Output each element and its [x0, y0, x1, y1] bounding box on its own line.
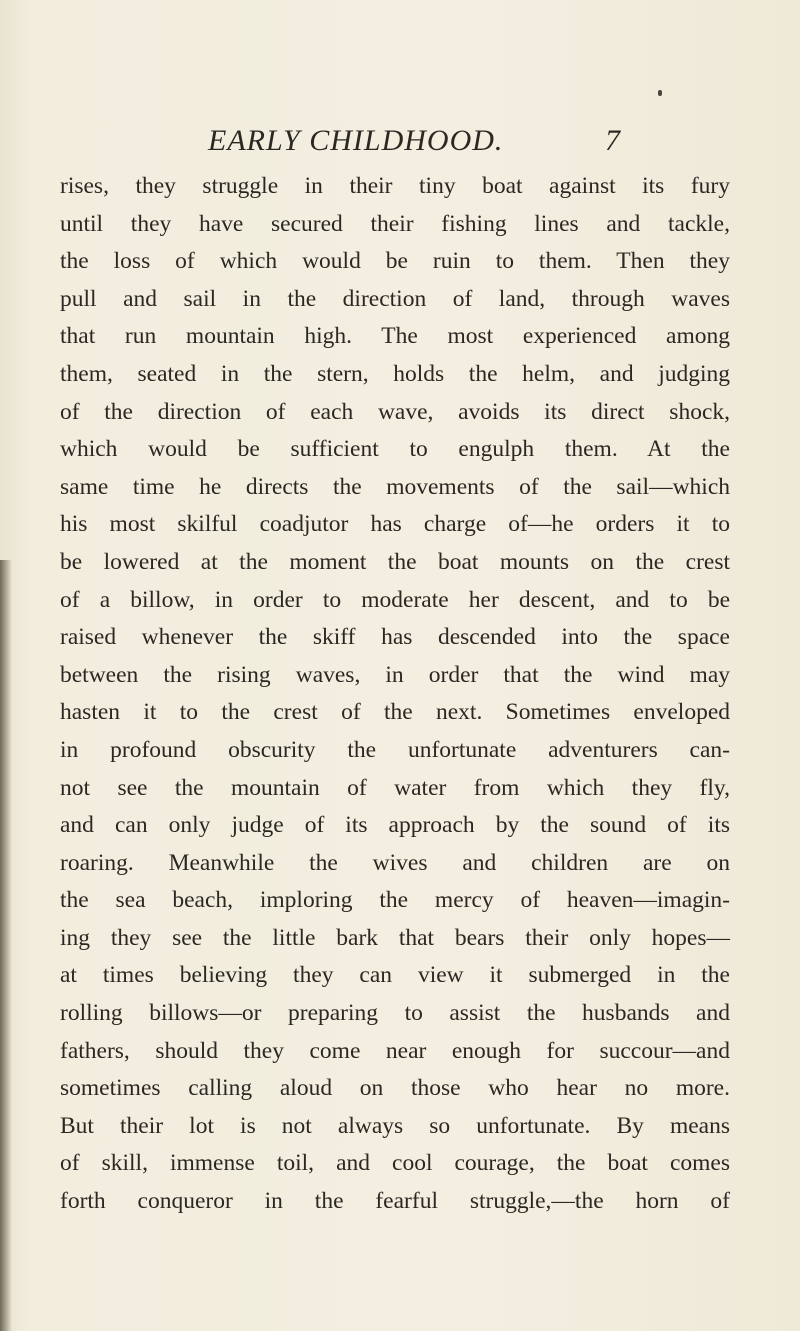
text-line: until they have secured their fishing lines and tackle,	[60, 210, 730, 237]
text-line: of skill, immense toil, and cool courage, the boat comes	[60, 1150, 730, 1177]
page-number: 7	[605, 124, 620, 157]
text-line: that run mountain high. The most experienced among	[60, 323, 730, 350]
text-line: of a billow, in order to moderate her descent, and to be	[60, 586, 730, 613]
text-line: same time he directs the movements of the sail—which	[60, 473, 730, 500]
text-line: hasten it to the crest of the next. Sometimes enveloped	[60, 699, 730, 726]
text-line: ing they see the little bark that bears their only hopes—	[60, 924, 730, 951]
text-line: sometimes calling aloud on those who hear no more.	[60, 1075, 730, 1102]
text-line: which would be sufficient to engulph them. At the	[60, 436, 730, 463]
text-line: in profound obscurity the unfortunate adventurers can-	[60, 736, 730, 763]
body-text	[60, 168, 730, 1221]
text-line: raised whenever the skiff has descended into the space	[60, 624, 730, 651]
page-header	[150, 124, 670, 164]
text-line: pull and sail in the direction of land, through waves	[60, 285, 730, 312]
text-line: rises, they struggle in their tiny boat against its fury	[60, 173, 730, 199]
text-line: roaring. Meanwhile the wives and children are on	[60, 849, 730, 876]
text-line: between the rising waves, in order that the wind may	[60, 661, 730, 688]
text-line: the loss of which would be ruin to them. Then they	[60, 248, 730, 275]
text-line: and can only judge of its approach by the sound of its	[60, 812, 730, 839]
text-line: the sea beach, imploring the mercy of heaven—imagin-	[60, 887, 730, 914]
text-line: be lowered at the moment the boat mounts on the crest	[60, 548, 730, 575]
text-line: fathers, should they come near enough for succour—and	[60, 1037, 730, 1064]
text-line: forth conqueror in the fearful struggle,—the horn of	[60, 1188, 730, 1215]
text-line: not see the mountain of water from which they fly,	[60, 774, 730, 801]
text-line: at times believing they can view it submerged in the	[60, 962, 730, 989]
ink-speck	[658, 90, 662, 96]
page-edge-shadow	[0, 560, 12, 1331]
text-line: But their lot is not always so unfortunate. By means	[60, 1112, 730, 1139]
text-line: of the direction of each wave, avoids its direct shock,	[60, 398, 730, 425]
running-title: EARLY CHILDHOOD.	[208, 124, 504, 157]
text-line: his most skilful coadjutor has charge of—he orders it to	[60, 511, 730, 538]
text-line: them, seated in the stern, holds the helm, and judging	[60, 360, 730, 387]
text-line: rolling billows—or preparing to assist the husbands and	[60, 1000, 730, 1027]
